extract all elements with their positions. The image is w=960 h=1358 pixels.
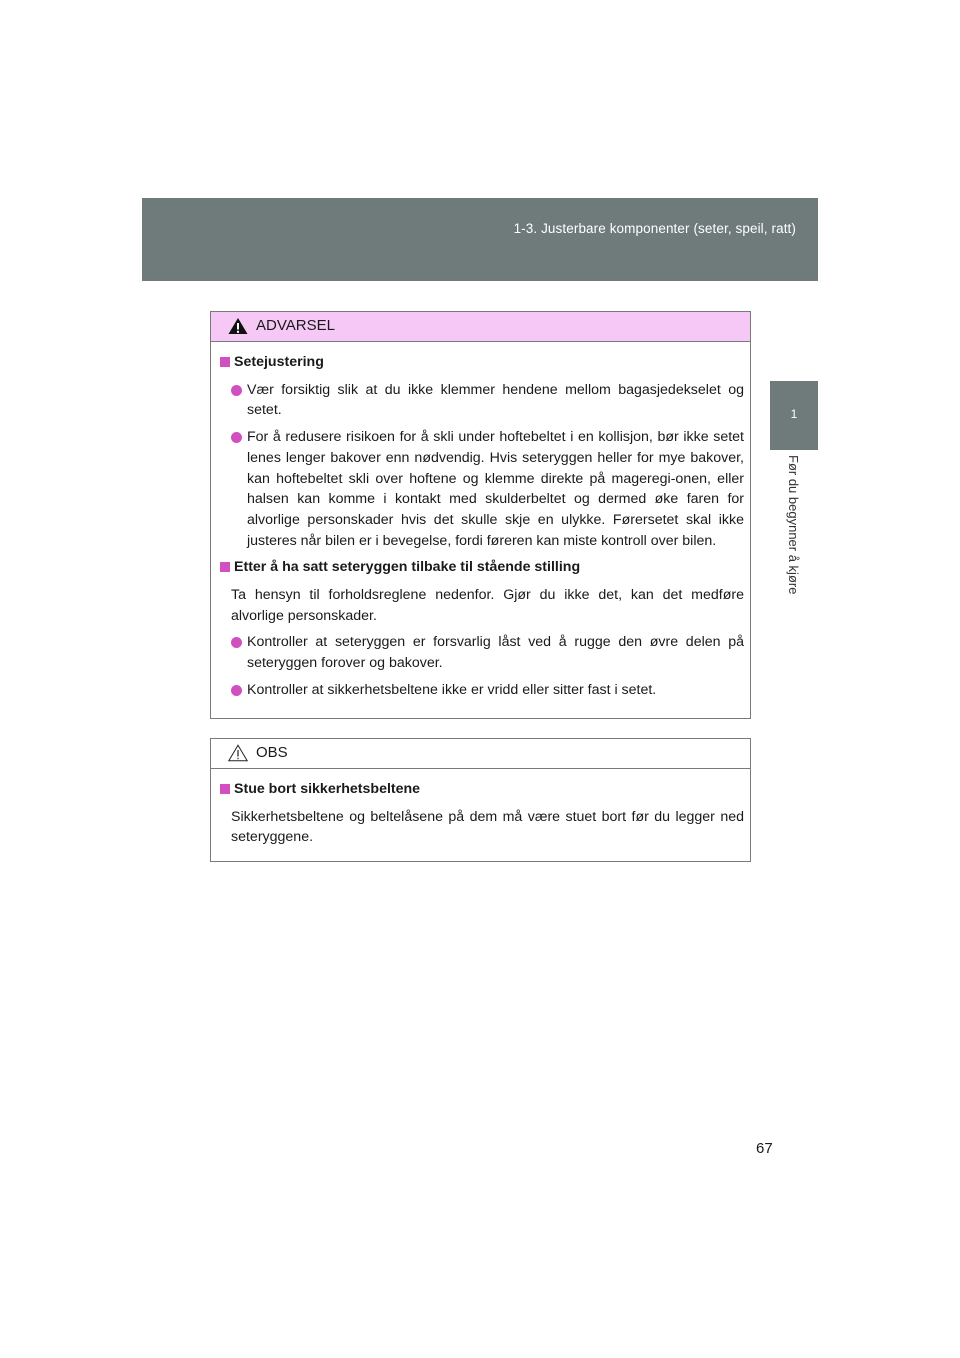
chapter-header-title: 1-3. Justerbare komponenter (seter, speil, ratt) — [513, 221, 796, 236]
notice-box-body — [211, 769, 750, 848]
section-heading-text: Setejustering — [234, 354, 324, 370]
square-bullet-icon — [220, 562, 230, 572]
warning-box-title: ADVARSEL — [256, 317, 335, 334]
bullet-text: Kontroller at seteryggen er forsvarlig låst ved å rugge den øvre delen på seteryggen forover og bakover. — [247, 634, 744, 672]
warning-box-header — [211, 312, 750, 342]
bullet-item — [217, 632, 744, 673]
section-heading-text: Etter å ha satt seteryggen tilbake til stående stilling — [234, 559, 581, 576]
section-heading — [217, 557, 744, 578]
section-paragraph: Sikkerhetsbeltene og beltelåsene på dem må være stuet bort før du legger ned seteryggene. — [231, 808, 744, 846]
bullet-text: For å redusere risikoen for å skli under hoftebeltet i en kollisjon, bør ikke setet lenes lenger bakover enn nødvendig. Hvis seteryggen heller for mye bakover, kan hoftebeltet skli over hoftene og klemme direkte på mageregi-onen, eller halsen kan komme i kontakt med skulderbeltet og dermed øke faren for alvorlige personskader hvis det skulle skje en ulykke. Førersetet skal ikke justeres når bilen er i bevegelse, fordi føreren kan miste kontroll over bilen. — [247, 429, 744, 549]
chapter-header-bar — [142, 198, 818, 281]
notice-box — [210, 738, 751, 862]
bullet-text: Vær forsiktig slik at du ikke klemmer hendene mellom bagasjedekselet og setet. — [247, 381, 744, 419]
section-paragraph: Ta hensyn til forholdsreglene nedenfor. Gjør du ikke det, kan det medføre alvorlige personskader. — [231, 587, 744, 624]
chapter-side-tab — [770, 381, 818, 450]
bullet-item — [217, 680, 744, 701]
section-heading — [217, 779, 744, 800]
square-bullet-icon — [220, 784, 230, 794]
page-number: 67 — [756, 1140, 773, 1157]
round-bullet-icon — [231, 685, 242, 696]
chapter-number: 1 — [790, 407, 798, 421]
round-bullet-icon — [231, 432, 242, 443]
round-bullet-icon — [231, 385, 242, 396]
section-heading-text: Stue bort sikkerhetsbeltene — [234, 781, 421, 797]
chapter-side-label-text: Før du begynner å kjøre — [786, 455, 801, 595]
bullet-item — [217, 380, 744, 421]
bullet-item — [217, 427, 744, 551]
notice-box-header — [211, 739, 750, 769]
warning-box-body — [211, 342, 750, 701]
caution-triangle-icon — [228, 744, 248, 762]
round-bullet-icon — [231, 637, 242, 648]
square-bullet-icon — [220, 357, 230, 367]
notice-box-title: OBS — [256, 744, 288, 761]
warning-triangle-icon — [228, 317, 248, 335]
section-heading — [217, 352, 744, 373]
bullet-text: Kontroller at sikkerhetsbeltene ikke er vridd eller sitter fast i setet. — [247, 681, 657, 698]
warning-box — [210, 311, 751, 719]
